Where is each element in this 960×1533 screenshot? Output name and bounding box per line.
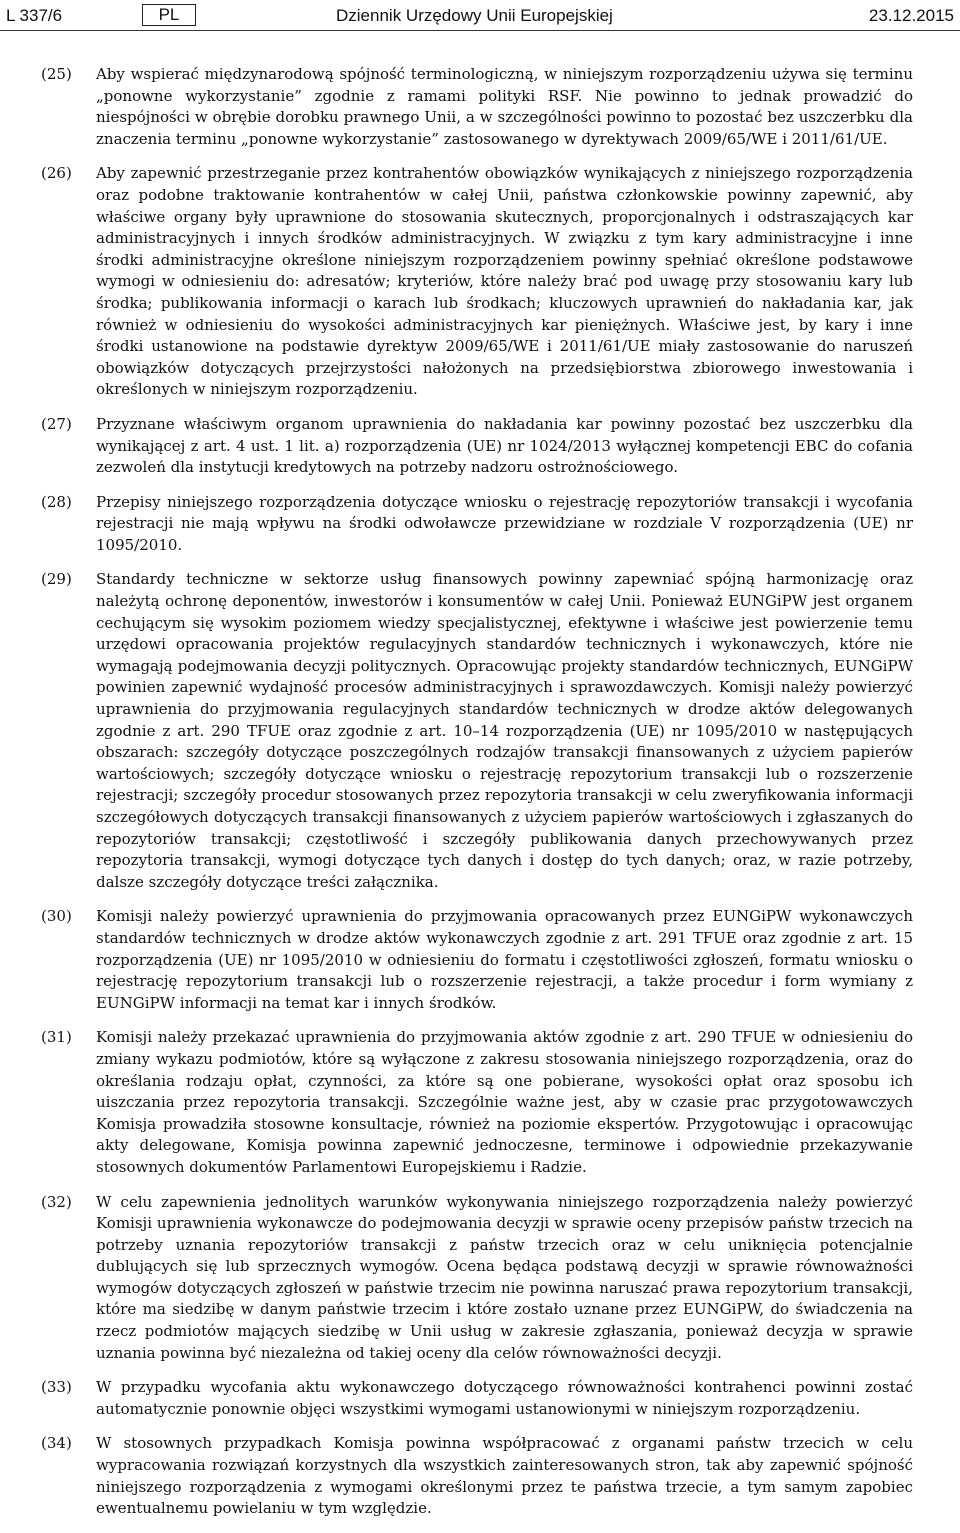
recital-29 <box>0 569 960 893</box>
publication-date: 23.12.2015 <box>868 6 954 25</box>
recital-text: Aby wspierać międzynarodową spójność terminologiczną, w niniejszym rozporządzeniu używa się terminu „ponowne wykorzystanie” zgodnie z ramami polityki RSF. Nie powinno to jednak prowadzić do niespójności w obrębie dorobku prawnego Unii, a w szczególności powinno to pozostać bez uszczerbku dla znaczenia terminu „ponowne wykorzystanie” zastosowanego w dyrektywach 2009/65/WE i 2011/61/UE. <box>96 65 913 148</box>
recital-number: (31) <box>41 1028 72 1047</box>
recital-text: Przyznane właściwym organom uprawnienia do nakładania kar powinny pozostać bez uszczerbku dla wynikającej z art. 4 ust. 1 lit. a) rozporządzenia (UE) nr 1024/2013 wyłącznej kompetencji EBC do cofania zezwoleń dla instytucji kredytowych na potrzeby nadzoru ostrożnościowego. <box>96 414 913 477</box>
recital-text: Komisji należy powierzyć uprawnienia do przyjmowania opracowanych przez EUNGiPW wykonawczych standardów technicznych w drodze aktów wykonawczych zgodnie z art. 291 TFUE oraz zgodnie z art. 15 rozporządzenia (UE) nr 1095/2010 w odniesieniu do formatu i częstotliwości zgłoszeń, formatu wniosku o rejestrację repozytorium transakcji lub o rozszerzenie rejestracji, a także procedur i form wymiany z EUNGiPW informacji na temat kar i innych środków. <box>96 907 913 1012</box>
recital-number: (33) <box>41 1378 72 1397</box>
recital-number: (29) <box>41 570 72 589</box>
page-header <box>6 4 954 28</box>
page-reference: L 337/6 <box>6 6 63 25</box>
recital-text: Standardy techniczne w sektorze usług finansowych powinny zapewniać spójną harmonizację oraz należytą ochronę deponentów, inwestorów i konsumentów w całej Unii. Ponieważ EUNGiPW jest organem cechującym się wysokim poziomem wiedzy specjalistycznej, efektywne i właściwe jest powierzenie temu urzędowi opracowania projektów regulacyjnych standardów technicznych i wykonawczych, które nie wymagają podejmowania decyzji politycznych. Opracowując projekty standardów technicznych, EUNGiPW powinien zapewnić wydajność procesów administracyjnych i sprawozdawczych. Komisji należy powierzyć uprawnienia do przyjmowania regulacyjnych standardów technicznych w drodze aktów delegowanych zgodnie z art. 290 TFUE oraz zgodnie z art. 10–14 rozporządzenia (UE) nr 1095/2010 w następujących obszarach: szczegóły dotyczące poszczególnych rodzajów transakcji finansowanych z użyciem papierów wartościowych; szczegóły dotyczące wniosku o rejestrację repozytorium transakcji lub o rozszerzenie rejestracji; szczegóły procedur stosowanych przez repozytoria transakcji w celu zweryfikowania informacji szczegółowych dotyczących transakcji finansowanych z użyciem papierów wartościowych i zgłaszanych do repozytoriów transakcji; częstotliwość i szczegóły publikowania danych przechowywanych przez repozytoria transakcji, wymogi dotyczące tych danych i dostęp do tych danych; oraz, w razie potrzeby, dalsze szczegóły dotyczące treści załącznika. <box>96 570 913 891</box>
recital-text: Aby zapewnić przestrzeganie przez kontrahentów obowiązków wynikających z niniejszego rozporządzenia oraz podobne traktowanie kontrahentów w całej Unii, państwa członkowskie powinny zapewnić, aby właściwe organy były uprawnione do stosowania skutecznych, proporcjonalnych i odstraszających kar administracyjnych i innych środków administracyjnych. W związku z tym kary administracyjne i inne środki administracyjne określone niniejszym rozporządzeniem powinny spełniać określone podstawowe wymogi w odniesieniu do: adresatów; kryteriów, które należy brać pod uwagę przy stosowaniu kary lub środka; publikowania informacji o karach lub środkach; kluczowych uprawnień do nakładania kar, jak również w odniesieniu do wysokości administracyjnych kar pieniężnych. Właściwe jest, by kary i inne środki ustanowione na podstawie dyrektyw 2009/65/WE i 2011/61/UE miały zastosowanie do naruszeń obowiązków dotyczących przejrzystości nałożonych na przedsiębiorstwa zbiorowego inwestowania i określonych w niniejszym rozporządzeniu. <box>96 164 913 399</box>
header-divider <box>0 30 960 31</box>
recital-text: W celu zapewnienia jednolitych warunków wykonywania niniejszego rozporządzenia należy powierzyć Komisji uprawnienia wykonawcze do podejmowania decyzji w sprawie oceny przepisów państw trzecich na potrzeby uznania repozytoriów transakcji z państw trzecich oraz w celu uniknięcia potencjalnie dublujących się lub sprzecznych wymogów. Ocena będąca podstawą decyzji w sprawie równoważności wymogów dotyczących zgłoszeń w państwie trzecim nie powinna naruszać prawa repozytorium transakcji, które ma siedzibę w danym państwie trzecim i które zostało uznane przez EUNGiPW, do świadczenia na rzecz podmiotów mających siedzibę w Unii usług w zakresie zgłaszania, ponieważ decyzja w sprawie uznania powinna być niezależna od takiej oceny dla celów równoważności decyzji. <box>96 1192 913 1362</box>
recital-number: (25) <box>41 65 72 83</box>
recital-number: (27) <box>41 414 72 433</box>
recital-number: (30) <box>41 907 72 926</box>
recital-text: W przypadku wycofania aktu wykonawczego dotyczącego równoważności kontrahenci powinni zostać automatycznie ponownie objęci wszystkimi wymogami ustanowionymi w niniejszym rozporządzeniu. <box>96 1378 913 1418</box>
recital-text: Komisji należy przekazać uprawnienia do przyjmowania aktów zgodnie z art. 290 TFUE w odniesieniu do zmiany wykazu podmiotów, które są wyłączone z zakresu stosowania niniejszego rozporządzenia, oraz do określania rodzaju opłat, czynności, za które są one pobierane, wysokości opłat oraz sposobu ich uiszczania przez repozytoria transakcji. Szczególnie ważne jest, aby w czasie prac przygotowawczych Komisja prowadziła stosowne konsultacje, również na poziomie ekspertów. Przygotowując i opracowując akty delegowane, Komisja powinna zapewnić jednoczesne, terminowe i odpowiednie przekazywanie stosownych dokumentów Parlamentowi Europejskiemu i Radzie. <box>96 1028 913 1176</box>
recital-30 <box>0 906 960 1014</box>
recital-number: (26) <box>41 164 72 183</box>
recital-32 <box>0 1192 960 1365</box>
recital-34 <box>0 1433 960 1519</box>
recital-text: W stosownych przypadkach Komisja powinna współpracować z organami państw trzecich w celu wypracowania rozwiązań korzystnych dla wszystkich zainteresowanych stron, tak aby zapewnić spójność niniejszego rozporządzenia z wymogami określonymi przez te państwa trzecie, a tym samym zapobiec ewentualnemu powielaniu w tym względzie. <box>96 1434 913 1518</box>
recital-text: Przepisy niniejszego rozporządzenia dotyczące wniosku o rejestrację repozytoriów transakcji i wycofania rejestracji nie mają wpływu na środki odwoławcze przewidziane w rozdziale V rozporządzenia (UE) nr 1095/2010. <box>96 492 913 554</box>
recital-number: (34) <box>41 1434 72 1453</box>
language-badge: PL <box>142 4 196 26</box>
recital-number: (32) <box>41 1192 72 1211</box>
recitals-list <box>0 64 960 1533</box>
recital-number: (28) <box>41 492 72 511</box>
recital-25 <box>0 64 960 150</box>
recital-26 <box>0 163 960 401</box>
recital-28 <box>0 492 960 557</box>
recital-31 <box>0 1027 960 1178</box>
journal-title: Dziennik Urzędowy Unii Europejskiej <box>336 6 613 25</box>
recital-27 <box>0 414 960 479</box>
